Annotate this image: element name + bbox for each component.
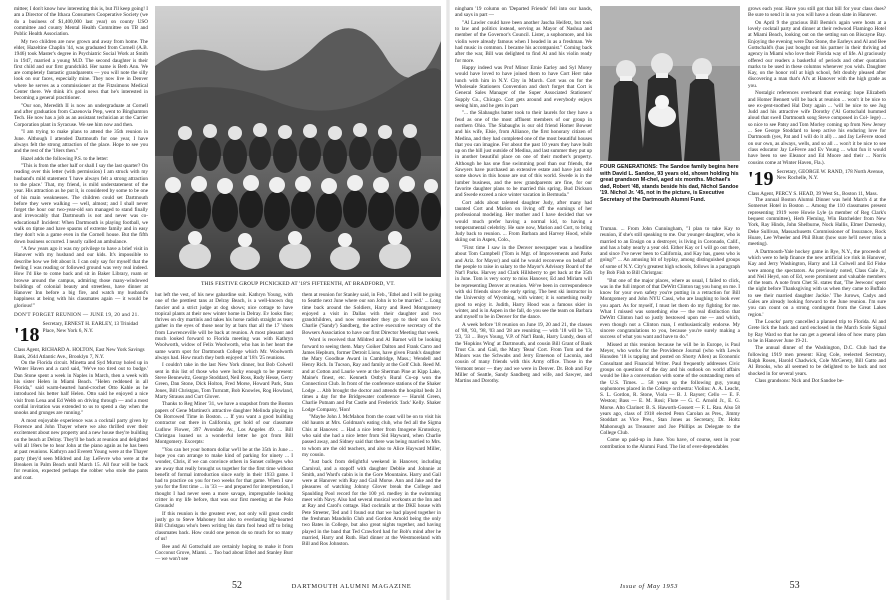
paragraph: Hazel adds the following P.S. to the letter:: [21, 155, 109, 162]
class-year: '18: [14, 324, 40, 347]
sandoe-family-photo: [600, 6, 740, 161]
class-year: '19: [748, 167, 774, 190]
family-photo-caption: FOUR GENERATIONS: The Sandoe family begins here with David L. Sandoe, 93 years old, shown holding his great grandson M-chel, aged six months. Michael's dad, Robert '48, stands beside his dad, Nichol Sandoe '19. Nichol Jr. '45, not in the picture, is Executive Secretary of the Dartmouth Alumni Fund.: [600, 164, 739, 203]
paragraph: I couldn't take in the last New York dinner, but Bob Colwell sent in this list of those who were lucky enough to be present: Steve Bennewitz, George Stoddard, Neil Ross, Rudy Hesse, Gerry Green, Dan Stone, Dick Holton, Fred Morse, Howard Park, Stan Jones, Bill Christgau, Tom Turnratt, Bob Knowles, Rog Howland, Marty Strauss and Curt Glover.: [155, 362, 293, 400]
left-footer: [232, 582, 432, 591]
class-secretary: Secretary, ERNEST H. EARLEY, 13 Trinidad Place, New York 6, N.Y.: [42, 321, 138, 334]
left-col1-top-text: [14, 6, 148, 318]
paragraph: Truman. ... From John Cunningham, "I plan to take Kay to reunion, if she's still speaking to me. Our younger daughter, who is married to an Ensign on a destroyer, is living in Coronado, Calif., and has a baby nearly a year old. Either Kay or I will go out there, and since I've never been to California, and Kay has, guess who is going?" ... An amusing bit of byplay, among distinguished groups of some of N.Y. City's greatest high schools, follows in a paragraph by Bob Fish to Bill Christgau:: [600, 226, 740, 277]
left-column-1: [14, 6, 148, 578]
right-column-1: [455, 6, 592, 578]
paragraph: Missed at this reunion because he will be in Europe, is Paul Meyer, who works for the Providence Journal (who with Lewis Hunsden '18 is tapping and posted on Shorty Allen) as Economic Consultant and Financial Writer. Paul frequently addresses Civic groups on questions of the day and his outlook on world affairs would be like a conversation with some of the outstanding men of the U.S. Times. ... 58 years up the following guy, young sophomores placed in the College orchestra: Violins: A. A. Leacht, S. L. Gordon, R. Stone, Viola — B. J. Rayser; Cello — E. F. Weston; Bass — E. M. Rosi; Flute — G. C. Arnold Jr., E. G. Morse. Alto Clarinet: B. S. Haworth-Gossett — F. L. Rau. Also 58 years ago, class of 1918 elected Penn Carolan as Pres., Jimmy Stoddart as Vice Pres., Stan Jones as Secretary, Dr. Holtz Mahonough as Treasurer and Joe Phillips as Delegate to the College Club.: [600, 341, 740, 436]
paragraph: On the Florida circuit. Minetta and Syd Murray holed up in Winter Haven and a card said, 'We've too tired out to budge.' Dan Stone spent a week in Naples in March, then a week with his sister Helen in Miami Beach. "Helen reddened in all Florida," said warm-hearted hand-crochet Otto Kahle as he introduced his better half Helen. Otto said he enjoyed a nice visit from Lena and Ed Webb on driving through — and a most cordial invitation was extended to us to spend a day when the snooks and grunges are running.": [14, 359, 148, 417]
class-secretary: Secretary, GEORGE W. RAND, 178 North Avenue, New Rochelle, N.Y.: [776, 168, 885, 182]
paragraph: "I am trying to make plans to attend the 35th reunion in June. Although I attended Dartmouth for one year, I have always felt the strong attraction of the place. Hope to see you and the rest of the '18ers then.": [14, 129, 148, 155]
class-heading-18: [14, 321, 148, 345]
paragraph: them at reunion for Stanley said, in Feb., 'Ethel and I will be going to Seattle next June where our son John is to be married.' ... Long time back around the Soldiers, Harry and Reed Montgomery enjoyed a visit in Dallas with their daughter and two grandchildren, and now remember they go to their son Ev's. Charlie ('Sandy') Sandberg, the active executive secretary of the Bowsers Association to have our first Director Meeting that week.: [302, 292, 441, 336]
paragraph: Word is received that Mildred and Al Barnet will be looking forward to seeing them. Mary Goiker Dalton and Frank Carro and James Hepburn, former Detroit Lions, have given Frank's daughter the Mary Goodhue Award in Cambridge, Mass.; Wendell and Henry Rich. In Tucson, Ray and family at the Golf Club. Reed M. and at Cotton and Laurie were at the Sherman Pine at Kipp Lake, Maine's finest, etc. Kenneth Ostby's Rural Co-op won the Connecticut Club. In front of the conference stations of the Shaker Lodge ... Abb brought the doctor and attends the hospital beds 24 times a day for the Bridgewater conference — Harold Green, Charlie Putnam and Pat Castle and Frederick 'Jack' Kelly. Shaker Lodge Company, 'Hon!: [302, 337, 441, 413]
paragraph: If this reunion is the greatest ever, not only will great credit justly go to Steve Mahoney but also to everlasting big-hearted Bill Christgau who's been writing his darn fool head off to bring classmates back. How could one person do so much for so many of us!: [155, 510, 293, 543]
page-number-right: 53: [789, 580, 800, 591]
paragraph: ningham '19 column on 'Departed Friends' fell into our hands, and says in part —: [455, 6, 592, 19]
paragraph: "Just back from delightful weekend in Hanover, including Carnival, and a stopoff with daughter Debbie and Johnnie at Smith, and Ward's cabin is in the Gore Mountains. Harry and Gail were at Hanover with Ray and Gail Morse. Ann and Jake and the pleasures of watching Johnny Glover break the College and Spaulding Pool record for the 100 yd. medley in the swimming meet with Navy. Also had several musical workouts at the Inn and at Ray and Carol's cottage. Had cocktails at the DKE house with Pete Streeter, Ted and I found out that we had played together in the freshman Mandolin Club and Gordon Arnold being the only two Bates in College, but also great nights together, and having played in the band that Ted Crawford had for Bob's mind after he married, Harry and Ruth. Had dinner at the Westmoreland with Bill and Ros Johnston.: [302, 459, 441, 548]
paragraph: Thanks to Reg Miner '31, we have a snapshot from the Boston papers of Gene Martinez's attractive daughter Melinda playing in On Borrowed Time in Boston. ... If you want a good building contractor out there in California, get hold of our classmate Ludlow Flower, 397 Avondale Av., Los Angeles 49. ... Bill Christgau loaned us a wonderful letter he got from Bill Montgomery. Excerpts:: [155, 401, 293, 446]
paragraph: mittee; I don't know how interesting this is, but I'll keep going! I am a Director of the Ithaca Consumers Cooperative Society (we do a business of $1,400,000 last year) on county USO committee and county Mental Health Committee on TB and Public Health Association.: [14, 6, 148, 38]
paragraph: Bee and Al Gottschald are certainly hoping to make it from Cocconut Grove, Miami. ... Too bad about Ethel and Stanley Burr — we won't see: [155, 543, 293, 563]
paragraph: Class grandsons: Nick and Dot Sandoe be-: [755, 378, 844, 385]
paragraph: grows each year. Have you still got that bill for your class dues? Be sure to send it in so you will have a clean slate in Hanover.: [748, 6, 886, 19]
paragraph: Cort adds about talented daughter Judy, after many had taunted Cort and Marion on living off the earnings of her professional modeling. Her mother and I have decided that we would much prefer having a normal kid, to having a temperamental celebrity. He sure now, Marion and Cort, to bring Judy back to reunion. ... From Barbara and Harvey Hood, while skiing out in Aspen, Colo.,: [455, 199, 592, 244]
left-column-3: [302, 292, 441, 578]
reunion-notice: DON'T FORGET REUNION — JUNE 19, 20 and 21.: [14, 312, 140, 319]
paragraph: "First time I saw in the Denver newspaper was a headline about Tom Campbell ('Tom is Mgr. of Improvements and Parks and Ariz. for Mayor) and said he would reconvene on behalf of the people to raise in salary to the Mayor's Advisory Board of the Nat'l Parks. Harvey and Clark Hillsberry to get back at the 35th in June. Tom is very sorry to miss Hanover, Ed and Miriam will be representing Denver at reunion. We've been in correspondence with ski friends since the early spring. The best ski instructor in the University of Wyoming, with winter; it is something really good to enjoy it. Judith, Harry Hood was a famous skier in winter, and is in Aspen in the fall, do you see the team on Barbara and myself to be in Denver for the dance.: [455, 244, 592, 321]
group-photo-picnic: [155, 6, 441, 277]
page-number-left: 52: [232, 580, 242, 591]
paragraph: On April 9 the gracious Bill Bemis's again were hosts at a lovely cocktail party and dinner at their redwood Flamingo Hotel at Miami Beach, looking out on the setting sun on Biscayne Bay. Enjoying the evening were Dan Stone, the Earleys and Al and Bee Gottschald's (has just bought out his partner in their thriving ad agency in Miami who love their Florida way of life. Al graciously offered our readers a basketful of periods and other quotation marks to be used in these columns whenever you wish. Daughter Kay, on the honor roll at high school, felt doubly pleased after discovering a man that's Al's at Hanover with the high grade as you.: [748, 19, 886, 89]
paragraph: A Dartmouth-Yale hockey game in Rye, N.Y., the proceeds of which were to help finance the new artificial ice rink in Hanover, Kay and Jerry Washington, Harry and Lil Colwell and Ed Fiske were among the spectators. As previously noted, Class Gale Jr., and Neil Heyd, son of Ed, were prominent and valuable members of the team. A note from Chet Sl. states that, 'The Jeewons' spent the night before Thanksgiving with us when they came to Buffalo to see their married daughter Jackie.' The Jurows, Cadys and Gales are already looking forward to the June reunion. I'm sure you can count on a strong contingent from the Great Lakes region.': [748, 248, 886, 318]
family-photo-image: [600, 6, 740, 161]
page-gutter: [446, 0, 450, 600]
paragraph: "Our son, Meredith II is now an undergraduate at Cornell and after graduation from Cazenovia Prep, went to Binghamton Tech. He now has a job as an assistant technician at the Carrier Corporation plant in Syracuse. We see him now and then.: [14, 102, 148, 128]
paragraph: "... the Slabaughs batter took to their laurels for they have a feud as one of the most affluent members of our group in northern Ohio. The Slabaughs is our old friend Homer Bowser and his wife, Elsie, from Alliance, the first honorary citizen of Medina, and they had completed one of the most beautiful houses that you can imagine. For about the past 10 years they have built up on the hill just outside of Medina, and last summer they put up in another beautiful place on one of their mother's property. Although he has one fine swimming pool than our friends, the Sawyers have purchased an extensive estate and have just sold some shows in this house are out of this world. Swede is in the lumber business, and the new grandparents are fine, for our favorite daughter plans to be married this spring. Bud Dickson and Swede exceed a nice winter vacation in Bermuda.": [455, 110, 592, 199]
paragraph: Nostalgic references overheard that evening: hope Elizabeth and Homer Bennett will be back at reunion ... won't it be nice to see ex-gent-toothed Hal Doty again ... 'will be nice to see Jug Judd and his attractive wife Dorothy ('Al Gottschald hummed aloud that swell Dartmouth song Steve composed in Col- lege) ... so nice to see Patsy and Tom Morley coming up from New Jersey ... See George Stoddard to keep active his enduring love for Dartmouth (yes, Pat and I will do it all) ... and Jay LeFevre stood on our own, as always, wells, and so all ... won't it be nice to see class educator Jay LeFevre and Ev Young ... what fun it would have been to see Eleanor and Ed Moore and their ... Norris cousins come at Winter Haven, Fla.).: [748, 90, 886, 166]
paragraph: Happy indeed was Prof Minor Ernie Earley and Syl Morey would have loved to have joined them to have Cort Herr take lunch with him in N.Y. City in March. Cort was on for the Wholesale Stationers Convention and don't forget that Cort is General Sales Manager of the Super Associated Stationers' Supply Co., Chicago. Cort gets around and everybody enjoys seeing him, and he gets in part: [455, 65, 592, 109]
paragraph: The annual dinner of the Washington, D.C. Club had the following 1919 men present: King Cole, reelected Secretary, Ralph Rosen, Harold Chadwick, Cole McGerety, Bill Gatto and Al Brooks, who all seemed to be delighted to be back and not shocked in for several years.: [748, 345, 886, 377]
paragraph: "But one of the major places, where as usual, I failed to click, was in the full import of that DeWitt Clinton tag you hung on me. I know for your own safety you're putting in a retraction for Bill Montgomery and John NYU Cassi, who are laughing to look ever you apart. As for myself, I must let them do my fighting for me. What I missed was something else — the real distinction that DeWitt Clinton had so justly bestowed upon me — and which, even though not a Clinton man, I enthusiastically endorse. My sincere congratulations to you, because you're surely making a success of what you want and have to do.": [600, 277, 740, 341]
paragraph: A most enjoyable experience was a cocktail party given by Florence and John Thayer where we also thrilled over their excitement about new property and a new house they're building on the beach at Delray. They'll be back at reunion and delighted will all 18ers be to hear John at the piano again as he has been at past reunions. Kathryn and Everett Young were at the Thayer party (they'd seen Mildred and Jay LeFevre who were at the Breakers in Palm Beach until March 15. All four will be back for reunion, expected perhaps the robber who stole the pants and coat.: [14, 417, 148, 481]
class-heading-19: [748, 169, 886, 189]
paragraph: The annual Boston Alumni Dinner was held March 4 at the Somerset Hotel in Boston ... Among the 110 classmates present representing 1919 were Howie Lyle (a member of Reg Clark's bequest committee), Herb Fleming, Win Batchelder from New York, Ray Hinds, John Shelburne, Nock Hallis, Elmer Durnesky, Deke Sullivan, Massachusetts Commissioner of Insurance, Rock Hoare, Lee Wheeler and Phil Blunt (how sure he'll never miss a meeting).: [748, 197, 886, 248]
paragraph: "This is from the other half or shall I say the last quarter? On reading over this letter (with permission) I am struck with my husband's mild statement 'I have always felt a strong attraction to the place.' That, my friend, is mild understatement of the year. His attraction as he put it, is considered by some to be one of his main weaknesses. The children could set Dartmouth before they were walking — well, almost; and I shall never forget the hour our two-year-old son managed to stand finally and irrevocably that Dartmouth is not and never was co-educational! Incident: When Dartmouth is playing football, we walk on tiptoe and have spasms of extreme family and in easy they don't win a game even in the Cornell house. But the fifth down business occurred. I nearly called an ambulance.: [14, 163, 148, 245]
right-column-2: [600, 226, 740, 578]
paragraph: My two children are now grown and away from home. The elder, Hazeltine Chaplin '44, was graduated from Cornell (A.B. 1946) took Master's degree in Psychiatric Social Work at Smith in 1947, married a young M.D. The second daughter is their first child and our first grandchild. Her name is Beth Ann. We are completely fantastic grandparents — you will note the silly look on our faces, especially mine. They now live in Denver where he serves as a commissioner at the Fitzsimons Medical Center there. We think it's good news that he's interested in becoming a general practitioner.: [14, 38, 148, 102]
paragraph: A week before '18 reunion on June 19, 20 and 21, the classes of '88, '93, '98, '03 and '28 are reuniting — with '18 will be '13, '23, '33 ... Boys Young, V.P. of Nat'l Bank, Harry Lundy, dean of the 'Hopkins Wing' at Dartmouth, and cousin Bill Grant of Bank Trust Co. and Gail, the Mary 'Beau' Cort. From Tom and the Minors was the Schwabs and Jerry Emerson of Laconia, and cousin of many friends with this Army office. Those in the Vermont tenor — they and we were in Denver. Dr. Bob and Fay Miller of Seattle, Sandy Sandberg and wife, and Sawyer, and Martins and Dorothy.: [455, 321, 592, 385]
paragraph: "You can bet your bottom dollar we'll be at the 35th in June ... hope you can arrange to make kind of parking for ninety ... I wonder, Chris, if we can convince others in Sunset colleges who are away that really brought us together for the first time without benefit of formal introduction since early in their 1933 game. I had to practice on you for two weeks for that game. When I saw you for the first time ... in '33 — and prepared for interpretation, I thought I had never seen a more savage, impregnable looking critter in my life before, that was our first meeting at the Polo Grounds!: [155, 446, 293, 510]
paragraph: Come up paid-up in June. You have, of course, sent in your contribution to the Alumni Fund. The list of ever-dependables: [600, 437, 740, 450]
picnic-photo-image: [155, 6, 441, 277]
paragraph: "Maybe John J. McMahon from the coast will be on to visit his old haunts at Mrs. Goldman's eating club, who fed all the Sigma Chis at Hanover. ... Had a nice letter from Imogene Krutoskoy, who said she had a nice letter from Sid Hayward, when Charlie passed away, and Sidney said that there was being married to Mrs. to whom are the old teachers, and also to Alice Hayward Miller, my cousin.: [302, 414, 441, 458]
paragraph: "Al Lawler could have been another Jascha Heifetz, but took to law and politics instead, serving as Mayor of Nashua and member of the Governor's Council. Lister, a sophomore, and his violin were already famous when I headed in as a freshman. We had music in common. I became his accompanist." Coming back after the war, Bill was delighted to find Al and his violin ready for more.: [455, 19, 592, 64]
right-column-3: [748, 6, 886, 578]
magazine-title-left: DARTMOUTH ALUMNI MAGAZINE: [291, 583, 412, 590]
right-footer: [620, 582, 870, 591]
paragraph: The Loucks' party cancelled a planned trip to Florida. Al and Grete lick the back and card enclosed in the March Scole Signal by Ray Ward so that he can get a general idea of how many plan to be in Hanover June 19-21.: [748, 319, 886, 344]
photo-caption: THIS FESTIVE GROUP PICNICKED AT '18'S FIFTEENTH, AT BRADFORD, VT.: [201, 281, 395, 287]
paragraph: hut left the vest, of his new gabardine suit. Kathryn Young, with one of the prettiest tans at Delray Beach, is a well-known dog fancier and a strict judge at dog shows; nice cottage to have tropical plants at their new winter home in Delray. Ev looks fine; thrives on dry martinis and takes his horse radish straight as tears gather in the eyes of those near by at bars that all the 17 'shots from Lawrenceville will be back at reunion. A most pleasant and much looked forward to Florida meeting was with Kathryn Woolworth, widow of Felix Woolworth, who has in her heart the same warm spot for Dartmouth College which Mr. Woolworth always had. How much they both enjoyed at '18's '25 reunions.: [155, 292, 293, 361]
issue-date: Issue of May 1953: [620, 583, 679, 590]
class-agent: Class Agent, RICHARD A. HOLTON, East New York Savings Bank, 2644 Atlantic Ave., Brooklyn 7, N.Y.: [14, 347, 145, 360]
paragraph: "A few years ago it was my privilege to have a brief visit in Hanover with my husband and our kids. It's impossible to describe how we felt about it. I can only say for myself that the feeling I was reading or followed ground was very real indeed. How I'd like to come back and sit in Baker Library, roam or browse around the campus, admiring those many-windowed buildings of colonial beauty and streetless, have dinner at Hanover Inn before a big fire, and watch my husband's happiness at being with his classmates again — it would be glorious!": [14, 246, 148, 309]
class-agent: Class Agent, PERCY S. HEAD, 39 West St., Boston 11, Mass.: [748, 190, 878, 197]
left-column-2: [155, 292, 293, 578]
